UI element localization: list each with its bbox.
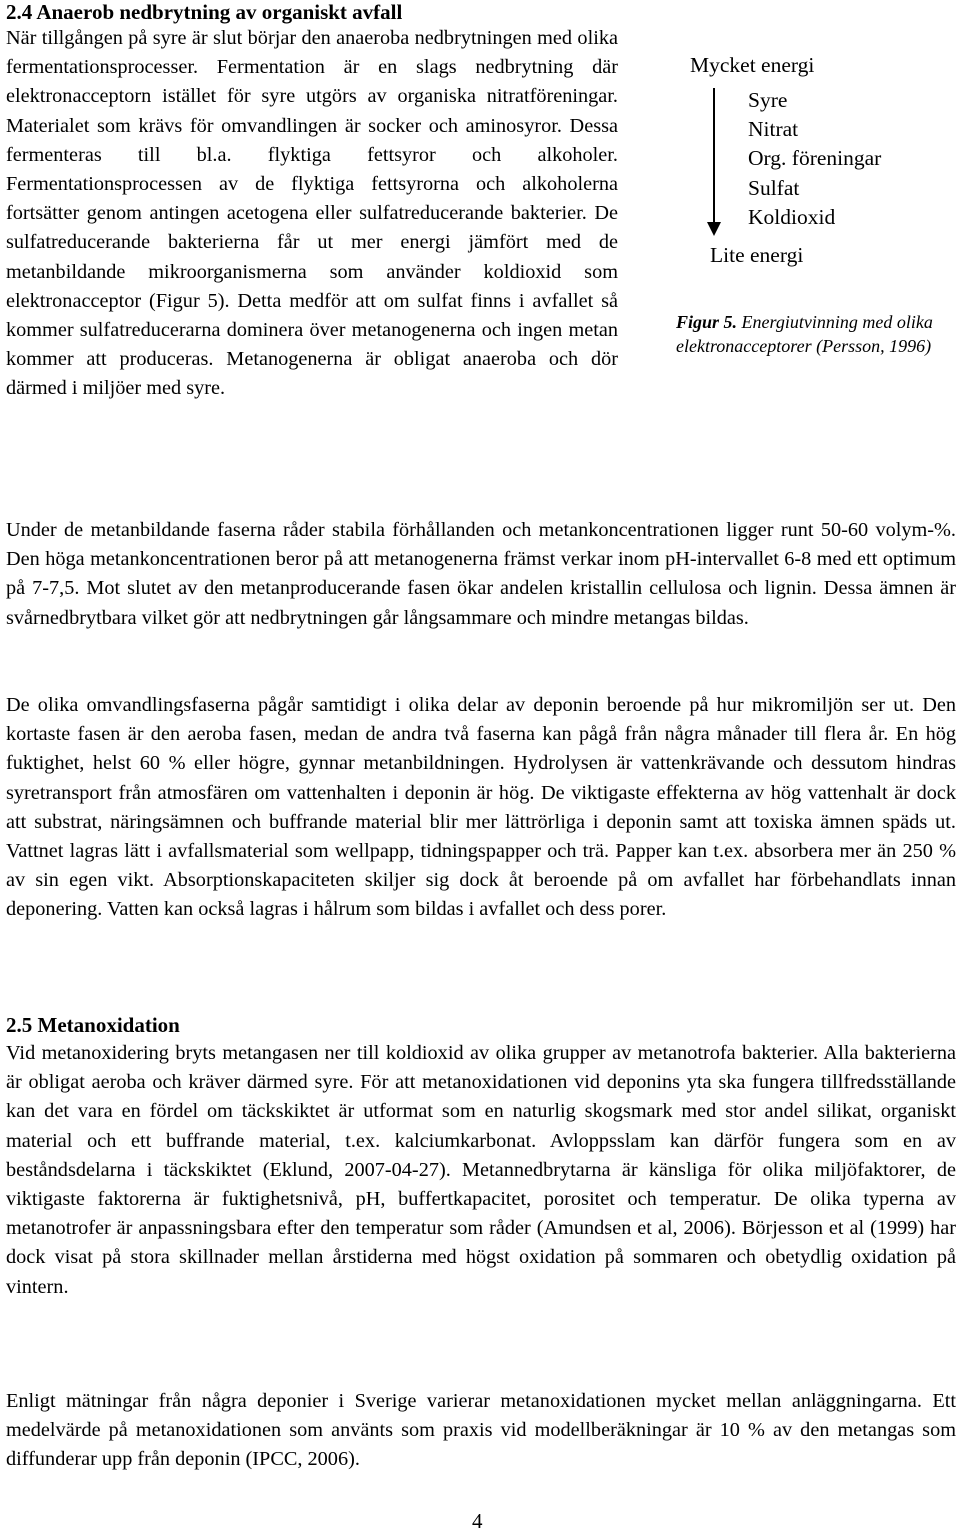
section-heading-anaerob: 2.4 Anaerob nedbrytning av organiskt avfall: [6, 0, 403, 24]
electron-acceptor-list: [748, 86, 881, 232]
figure-item: Sulfat: [748, 175, 800, 200]
figure-caption-text: Energiutvinning med olika elektronacceptorer (Persson, 1996): [676, 312, 933, 356]
paragraph-anaerob: När tillgången på syre är slut börjar den anaeroba nedbrytningen med olika fermentationsprocesser. Fermentation är en slags nedbrytning där elektronacceptorn istället för syre utgörs av organiska nitratföreningar. Materialet som krävs för omvandlingen är socker och aminosyror. Dessa fermenteras till bl.a. flyktiga fettsyror och alkoholer. Fermentationsprocessen av de flyktiga fettsyrorna och alkoholerna fortsätter genom antingen acetogena eller sulfatreducerande bakterier. De sulfatreducerande bakterierna får ut mer energi jämfört med de metanbildande mikroorganismerna som använder koldioxid som elektronacceptor (Figur 5). Detta medför att om sulfat finns i avfallet så kommer sulfatreducerarna dominera över metanogenerna och ingen metan kommer att produceras. Metanogenerna är obligat anaeroba och dör därmed i miljöer med syre.: [6, 27, 618, 400]
figure-caption-label: Figur 5.: [676, 312, 738, 332]
section-heading-metanoxidation: 2.5 Metanoxidation: [6, 1013, 180, 1037]
figure-item: Org. föreningar: [748, 146, 882, 171]
paragraph-metanoxidation: Vid metanoxidering bryts metangasen ner till koldioxid av olika grupper av metanotrofa bakterier. Alla bakterierna är obligat aeroba och kräver därmed syre. För att metanoxidationen vid deponins yta ska fungera tillfredsställande kan det vara en fördel om täckskiktet är utformat som en naturlig skogsmark med stor andel silikat, organiskt material och ett buffrande material, t.ex. kalciumkarbonat. Avloppsslam kan därför fungera som en av beståndsdelarna i täckskiktet (Eklund, 2007-04-27). Metannedbrytarna är känsliga för olika miljöfaktorer, de viktigaste faktorerna är fuktighetsnivå, pH, buffertkapacitet, porositet och temperatur. De olika typerna av metanotrofer är anpassningsbara efter den temperatur som råder (Amundsen et al, 2006). Börjesson et al (1999) har dock visat på stora skillnader mellan årstiderna med högst oxidation på sommaren och obetydlig oxidation på vintern.: [6, 1042, 956, 1298]
figure-item: Nitrat: [748, 117, 799, 142]
figure-bottom-label: Lite energi: [710, 243, 804, 267]
figure-item: Koldioxid: [748, 204, 836, 229]
figure-top-label: Mycket energi: [690, 53, 815, 77]
page-number: 4: [472, 1509, 483, 1533]
down-arrow-line: [713, 88, 715, 226]
figure-energy: [660, 48, 950, 388]
paragraph-conversion-phases: De olika omvandlingsfaserna pågår samtidigt i olika delar av deponin beroende på hur mikromiljön ser ut. Den kortaste fasen är den aeroba fasen, medan de andra två faserna kan pågå från några månader till flera år. En hög fuktighet, helst 60 % eller högre, gynnar metanbildningen. Hydrolysen är vattenkrävande och dessutom hindras syretransport från atmosfären om vattenhalten i deponin är hög. De viktigaste effekterna av hög vattenhalt är dock att substrat, näringsämnen och buffrande material blir mer lättrörliga i deponin samt att toxiska ämnen späds ut. Vattnet lagras lätt i avfallsmaterial som wellpapp, tidningspapper och trä. Papper kan t.ex. absorbera mer än 250 % av sin egen vikt. Absorptionskapaciteten skiljer sig dock åt beroende på om avfallet har förbehandlats innan deponering. Vatten kan också lagras i hålrum som bildas i avfallet och dess porer.: [6, 694, 956, 921]
paragraph-measurements: Enligt mätningar från några deponier i Sverige varierar metanoxidationen mycket mellan anläggningarna. Ett medelvärde på metanoxidationen som använts som praxis vid modellberäkningar är 10 % av den metangas som diffunderar upp från deponin (IPCC, 2006).: [6, 1390, 956, 1471]
figure-caption: [676, 310, 948, 358]
paragraph-methane-phase: Under de metanbildande faserna råder stabila förhållanden och metankoncentrationen ligger runt 50-60 volym-%. Den höga metankoncentrationen beror på att metanogenerna främst verkar inom pH-intervallet 6-8 med ett optimum på 7-7,5. Mot slutet av den metanproducerande fasen ökar andelen kristallin cellulosa och lignin. Dessa ämnen är svårnedbrytbara vilket gör att nedbrytningen går långsammare och mindre metangas bildas.: [6, 519, 956, 629]
down-arrow-icon: [707, 222, 721, 236]
figure-item: Syre: [748, 88, 788, 112]
